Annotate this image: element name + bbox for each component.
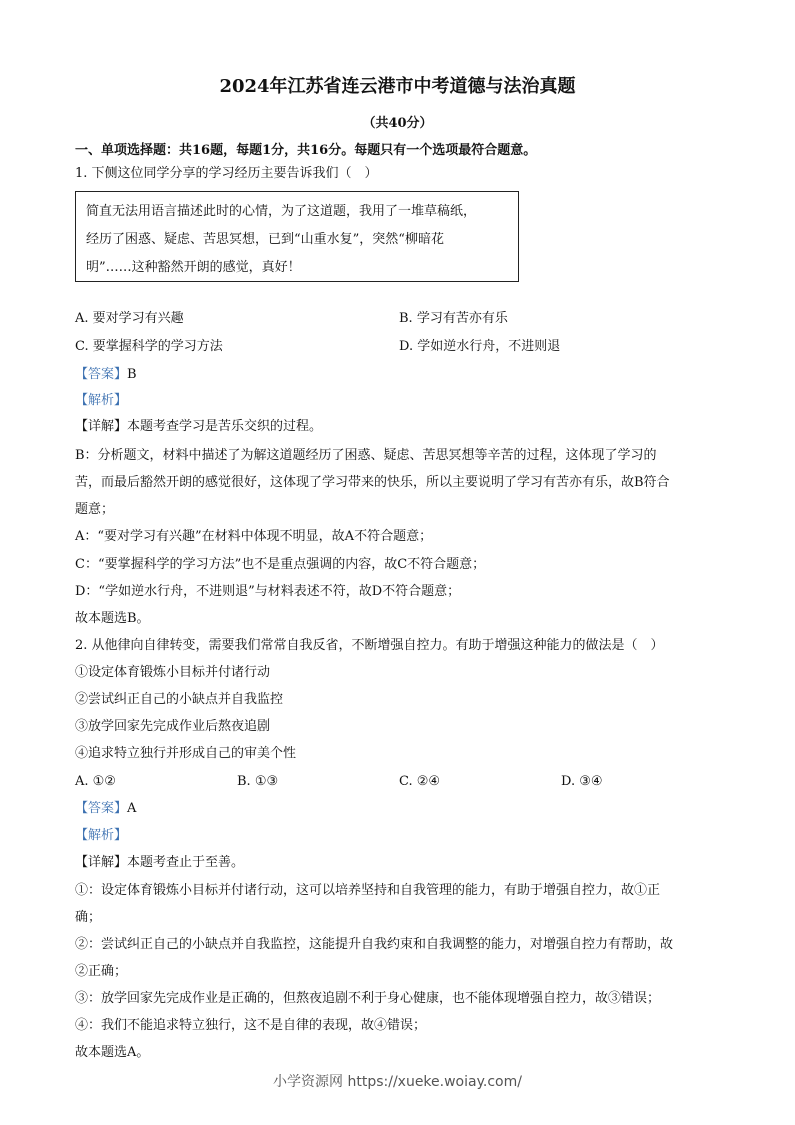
q1-explain-line: D：“学如逆水行舟，不进则退”与材料表述不符，故D不符合题意；: [75, 584, 461, 599]
q2-explain-line: 确；: [75, 910, 102, 925]
q1-detail-tag: 【详解】: [75, 419, 128, 434]
q2-option-d: D. ③④: [561, 774, 603, 789]
q1-answer: B: [127, 367, 137, 382]
q2-explain-line: ④：我们不能追求特立独行，这不是自律的表现，故④错误；: [75, 1018, 427, 1033]
q1-analysis-tag: 【解析】: [75, 393, 128, 408]
q2-detail: 本题考查止于至善。: [127, 855, 245, 870]
q2-stem: 2. 从他律向自律转变，需要我们常常自我反省，不断增强自控力。有助于增强这种能力的做法是（ ）: [75, 638, 664, 653]
q2-explain-line: ③：放学回家先完成作业是正确的，但熬夜追剧不利于身心健康，也不能体现增强自控力，故③错误；: [75, 991, 661, 1006]
q2-explain-line: ②：尝试纠正自己的小缺点并自我监控，这能提升自我约束和自我调整的能力，对增强自控力有帮助，故: [75, 937, 674, 952]
q2-option-a: A. ①②: [75, 774, 116, 789]
q1-stem: 1. 下侧这位同学分享的学习经历主要告诉我们（ ）: [75, 166, 378, 181]
q1-quote-line: 明”……这种豁然开朗的感觉，真好！: [86, 260, 301, 275]
q1-explain-line: A：“要对学习有兴趣”在材料中体现不明显，故A不符合题意；: [75, 529, 433, 544]
q1-explain-line: 故本题选B。: [75, 611, 150, 626]
q1-quote-box: [75, 191, 519, 282]
q2-item: ④追求特立独行并形成自己的审美个性: [75, 746, 297, 761]
q2-answer-row: [75, 799, 725, 819]
q1-detail: 本题考查学习是苦乐交织的过程。: [127, 419, 323, 434]
q1-explain-line: 题意；: [75, 502, 115, 517]
page-title: 2024年江苏省连云港市中考道德与法治真题: [219, 76, 576, 97]
q1-explain-line: B：分析题文，材料中描述了为解这道题经历了困惑、疑虑、苦思冥想等辛苦的过程，这体现了学习的: [75, 448, 657, 463]
q2-explain-line: ②正确；: [75, 964, 128, 979]
q1-option-d: D. 学如逆水行舟，不进则退: [399, 339, 561, 354]
q2-explain-line: ①：设定体育锻炼小目标并付诸行动，这可以培养坚持和自我管理的能力，有助于增强自控力，故①正: [75, 883, 661, 898]
q2-item: ①设定体育锻炼小目标并付诸行动: [75, 665, 271, 680]
q2-explain-line: 故本题选A。: [75, 1045, 150, 1060]
q1-answer-tag: 【答案】: [75, 367, 128, 382]
q2-item: ②尝试纠正自己的小缺点并自我监控: [75, 692, 284, 707]
q1-detail-row: [75, 417, 725, 437]
q1-quote-line: 经历了困惑、疑虑、苦思冥想，已到“山重水复”，突然“柳暗花: [86, 232, 444, 247]
q2-analysis-tag: 【解析】: [75, 828, 128, 843]
q1-answer-row: [75, 365, 725, 385]
q2-detail-tag: 【详解】: [75, 855, 128, 870]
q2-item: ③放学回家先完成作业后熬夜追剧: [75, 719, 271, 734]
q2-answer: A: [127, 801, 137, 816]
q1-quote-line: 简直无法用语言描述此时的心情，为了这道题，我用了一堆草稿纸，: [86, 204, 477, 219]
q1-explain-line: C：“要掌握科学的学习方法”也不是重点强调的内容，故C不符合题意；: [75, 557, 486, 572]
q1-explain-line: 苦，而最后豁然开朗的感觉很好，这体现了学习带来的快乐，所以主要说明了学习有苦亦有乐，故B符合: [75, 475, 670, 490]
q2-answer-tag: 【答案】: [75, 801, 128, 816]
q1-option-b: B. 学习有苦亦有乐: [399, 311, 508, 326]
q1-option-a: A. 要对学习有兴趣: [75, 311, 184, 326]
q2-option-c: C. ②④: [399, 774, 441, 789]
page-subtitle: （共40分）: [362, 116, 433, 131]
q2-detail-row: [75, 853, 725, 873]
footer-watermark: 小学资源网 https://xueke.woiay.com/: [273, 1074, 522, 1090]
section-heading: 一、单项选择题：共16题，每题1分，共16分。每题只有一个选项最符合题意。: [75, 143, 537, 158]
q2-option-b: B. ①③: [237, 774, 279, 789]
q1-option-c: C. 要掌握科学的学习方法: [75, 339, 223, 354]
